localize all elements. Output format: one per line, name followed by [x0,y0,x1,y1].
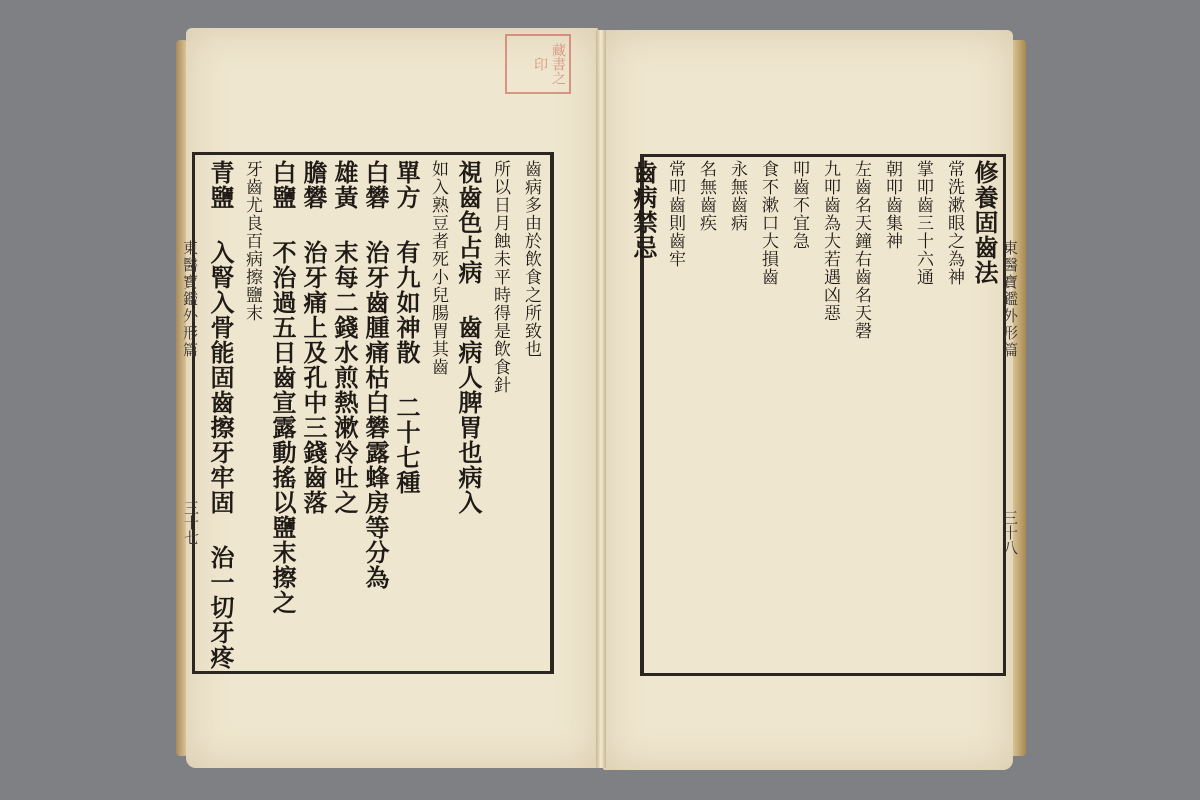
text-column: 如入熟豆者死小兒腸胃其齒 [428,160,448,376]
text-column-heading: 單方 有九如神散 二十七種 [392,160,421,495]
text-column: 九叩齒為大若遇凶惡 [820,160,840,322]
text-column-heading: 膽礬 治牙痛上及孔中三錢齒落 [299,160,328,515]
text-column-heading: 齒病禁忌 [629,160,658,260]
left-page-text [200,160,546,670]
text-column: 朝叩齒集神 [882,160,902,250]
text-column: 牙齒尤良百病擦鹽末 [242,160,262,322]
text-column-heading: 雄黃 末每二錢水煎熱漱冷吐之 [330,160,359,515]
text-column: 名無齒疾 [696,160,716,232]
text-column-heading: 青鹽 入腎入骨能固齒擦牙牢固 治一切牙疼 [206,160,235,670]
right-page-text [629,160,1000,666]
text-column: 所以日月蝕未平時得是飲食針 [490,160,510,394]
text-column: 叩齒不宜急 [789,160,809,250]
text-column: 掌叩齒三十六通 [913,160,933,286]
text-column: 齒病多由於飲食之所致也 [521,160,541,358]
left-page-number: 三十七 [182,500,200,545]
text-column: 永無齒病 [727,160,747,232]
left-margin-title: 東醫寶鑑外形篇 [181,240,199,359]
book-gutter [596,30,606,768]
text-column-heading: 白礬 治牙齒腫痛枯白礬露蜂房等分為 [361,160,390,590]
text-column: 常叩齒則齒牢 [665,160,685,268]
text-column-heading: 視齒色占病 齒病人脾胃也病入 [454,160,483,515]
right-page-number: 三十八 [1001,510,1019,555]
text-column-heading: 白鹽 不治過五日齒宣露動搖以鹽末擦之 [268,160,297,615]
right-margin-title: 東醫寶鑑外形篇 [1001,240,1019,359]
text-column: 常洗漱眼之為神 [944,160,964,286]
text-column-heading: 修養固齒法 [970,160,999,285]
text-column: 左齒名天鐘右齒名天磬 [851,160,871,340]
library-seal-stamp: 藏書之印 [505,34,571,94]
text-column: 食不漱口大損齒 [758,160,778,286]
